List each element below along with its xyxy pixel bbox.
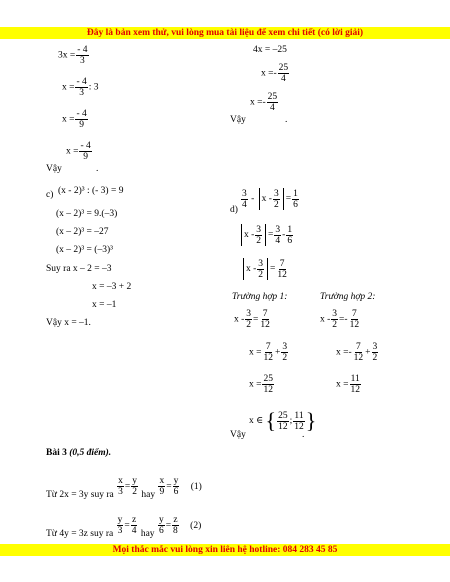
left-brace: { <box>265 408 277 433</box>
fraction <box>131 515 138 536</box>
x-minus: x - <box>261 194 272 205</box>
c-eq4: (x – 2)³ = (–3)³ <box>56 245 113 255</box>
numerator: - 4 <box>76 77 87 87</box>
numerator: 3 <box>258 258 264 269</box>
vay-left: Vậy <box>46 164 62 174</box>
fraction <box>75 77 87 98</box>
fraction <box>286 225 293 246</box>
numerator: - 4 <box>76 109 87 119</box>
denominator: 2 <box>332 320 338 330</box>
numerator: x <box>159 476 165 486</box>
denominator: 4 <box>242 199 247 210</box>
numerator: 3 <box>332 309 338 319</box>
equals: = <box>270 264 276 275</box>
equals: = <box>253 314 259 325</box>
numerator: y <box>132 476 137 486</box>
dot: . <box>285 115 288 125</box>
numerator: 7 <box>279 258 285 269</box>
eq-x-25-4 <box>261 63 290 84</box>
equals: = <box>268 230 274 241</box>
fraction <box>172 515 179 536</box>
equals: = <box>166 481 172 492</box>
numerator: - 4 <box>80 141 91 151</box>
denominator: 2 <box>132 487 137 497</box>
fraction <box>117 476 124 497</box>
denominator: 3 <box>79 88 84 98</box>
numerator: 3 <box>275 224 281 235</box>
fraction <box>131 476 138 497</box>
denominator: 12 <box>294 421 304 432</box>
c-eq8: Vậy x = –1. <box>46 318 91 328</box>
denominator: 12 <box>278 421 288 432</box>
eq-lhs: x =- <box>250 97 266 108</box>
numerator: 1 <box>293 188 298 199</box>
denominator: 2 <box>273 199 279 210</box>
numerator: 11 <box>294 410 304 421</box>
case1-row1 <box>234 309 272 330</box>
numerator: z <box>131 515 137 525</box>
x-minus: x - <box>320 314 331 325</box>
case2-row1 <box>320 309 361 330</box>
fraction <box>277 411 289 432</box>
fraction <box>79 141 91 162</box>
abs-bar <box>259 188 260 210</box>
fraction <box>259 309 271 330</box>
numerator: 7 <box>265 342 271 352</box>
denominator: 2 <box>256 235 262 246</box>
fraction <box>117 515 124 536</box>
bai3-row1 <box>46 476 202 500</box>
eq-lhs: 3x = <box>58 50 76 61</box>
c-eq2: (x – 2)³ = 9.(–3) <box>56 209 118 219</box>
numerator: 3 <box>242 188 247 199</box>
fraction <box>158 515 165 536</box>
denominator: 3 <box>80 56 85 66</box>
part-d-label: d) <box>230 205 238 215</box>
denominator: 12 <box>263 385 273 395</box>
equals: = <box>124 481 131 492</box>
numerator: 25 <box>278 63 289 73</box>
plus: + <box>274 347 281 358</box>
abs-bar <box>243 258 244 280</box>
equals: = <box>124 520 130 531</box>
fraction <box>241 189 248 210</box>
solution-set <box>249 410 316 432</box>
fraction <box>262 374 274 395</box>
numerator: y <box>117 515 123 525</box>
row-prefix: Từ 2x = 3y suy ra <box>46 489 114 500</box>
denominator: 8 <box>173 526 178 536</box>
c-eq7: x = –1 <box>92 300 117 310</box>
numerator: 3 <box>273 188 279 199</box>
denominator: 4 <box>270 103 275 113</box>
bai3-title: Bài 3 <box>46 448 67 458</box>
numerator: 3 <box>282 342 288 352</box>
right-brace: } <box>305 408 317 433</box>
fraction <box>267 92 279 113</box>
fraction <box>257 259 264 280</box>
fraction <box>293 411 305 432</box>
denominator: 3 <box>117 526 123 536</box>
case1-label: Trường hợp 1: <box>232 292 288 302</box>
abs-bar <box>265 224 266 246</box>
equation-tag: (1) <box>190 481 202 492</box>
case2-label: Trường hợp 2: <box>320 292 376 302</box>
d-row2 <box>239 224 294 246</box>
fraction <box>262 342 274 363</box>
eq-x-25-4-final <box>250 92 279 113</box>
x-equals: x = <box>249 379 262 390</box>
denominator: 4 <box>275 235 281 246</box>
fraction <box>278 63 290 84</box>
eq-lhs: x = <box>66 146 79 157</box>
denominator: 6 <box>287 235 293 246</box>
numerator: 25 <box>267 92 278 102</box>
fraction <box>353 342 365 363</box>
dot: . <box>96 164 99 174</box>
fraction <box>372 342 379 363</box>
dot: . <box>302 430 305 440</box>
vay-right: Vậy <box>230 115 246 125</box>
fraction <box>173 476 180 497</box>
abs-bar <box>283 188 284 210</box>
d-row3 <box>241 258 289 280</box>
equals: = <box>165 520 172 531</box>
denominator: 12 <box>260 320 270 330</box>
x-minus: x - <box>246 264 257 275</box>
vay-d: Vậy <box>230 430 246 440</box>
fraction <box>76 45 88 66</box>
numerator: 3 <box>256 224 262 235</box>
fraction <box>255 225 262 246</box>
hay: hay <box>140 528 155 539</box>
eq-x-4-9 <box>62 109 89 130</box>
numerator: 11 <box>350 374 360 384</box>
footer-banner: Mọi thắc mắc vui lòng xin liên hệ hotline: 084 283 45 85 <box>0 544 450 556</box>
fraction <box>349 374 361 395</box>
denominator: 12 <box>350 385 360 395</box>
denominator: 4 <box>131 526 137 536</box>
c-eq3: (x – 2)³ = –27 <box>56 227 109 237</box>
plus: + <box>365 347 371 358</box>
fraction <box>276 259 288 280</box>
minus: - <box>251 194 255 205</box>
fraction <box>273 189 280 210</box>
numerator: z <box>173 515 178 525</box>
denominator: 2 <box>372 353 378 363</box>
part-c-label: c) <box>46 190 54 200</box>
eq-x-div3 <box>62 77 99 98</box>
denominator: 6 <box>158 526 164 536</box>
denominator: 4 <box>281 74 286 84</box>
equation-tag: (2) <box>190 520 202 531</box>
denominator: 3 <box>118 487 123 497</box>
numerator: 7 <box>356 342 361 352</box>
eq-lhs: x = <box>62 114 75 125</box>
numerator: 1 <box>287 224 293 235</box>
equals-minus: =- <box>339 314 348 325</box>
denominator: 12 <box>263 353 273 363</box>
abs-bar <box>267 258 268 280</box>
eq-4x: 4x = –25 <box>253 45 287 55</box>
bai3-heading <box>46 449 111 459</box>
eq-3x <box>58 45 90 66</box>
eq-x-4-9-final <box>66 141 93 162</box>
header-banner: Đây là bản xem thử, vui lòng mua tài liệu để xem chi tiết (có lời giải) <box>0 27 450 39</box>
fraction <box>274 225 281 246</box>
denominator: 9 <box>79 120 84 130</box>
abs-bar <box>241 224 242 246</box>
fraction <box>349 309 361 330</box>
x-equals: x = <box>336 379 349 390</box>
denominator: 9 <box>83 152 88 162</box>
case2-row2 <box>336 342 379 363</box>
numerator: - 4 <box>77 45 88 55</box>
bai3-row2 <box>46 515 202 539</box>
numerator: 7 <box>262 309 268 319</box>
numerator: y <box>158 515 164 525</box>
x-equals-minus: x =- <box>336 347 352 358</box>
fraction <box>158 476 165 497</box>
bai3-points: (0,5 điểm). <box>69 448 112 458</box>
hay: hay <box>141 489 156 500</box>
eq-lhs: x =- <box>261 68 277 79</box>
numerator: 7 <box>351 309 357 319</box>
denominator: 6 <box>173 487 179 497</box>
numerator: 3 <box>372 342 378 352</box>
row-prefix: Từ 4y = 3z suy ra <box>46 528 114 539</box>
x-minus: x - <box>244 230 255 241</box>
element-of: x ∈ <box>249 416 264 427</box>
denominator: 12 <box>277 269 287 280</box>
x-minus: x - <box>234 314 245 325</box>
c-eq5: Suy ra x – 2 = –3 <box>46 264 112 274</box>
denominator: 12 <box>349 320 360 330</box>
minus: - <box>282 230 286 241</box>
numerator: y <box>173 476 179 486</box>
d-row1 <box>240 188 300 210</box>
x-equals: x = <box>249 347 262 358</box>
eq-lhs: x = <box>62 82 75 93</box>
denominator: 12 <box>353 353 364 363</box>
fraction <box>281 342 288 363</box>
numerator: 3 <box>246 309 252 319</box>
separator: ; <box>289 416 293 427</box>
case2-row3 <box>336 374 362 395</box>
numerator: 25 <box>278 410 288 421</box>
denominator: 2 <box>246 320 252 330</box>
fraction <box>292 189 299 210</box>
case1-row3 <box>249 374 275 395</box>
c-eq1: (x - 2)³ : (- 3) = 9 <box>58 186 124 196</box>
denominator: 6 <box>293 199 298 210</box>
fraction <box>245 309 252 330</box>
denominator: 9 <box>159 487 165 497</box>
c-eq6: x = –3 + 2 <box>92 282 132 292</box>
case1-row2 <box>249 342 289 363</box>
equals: = <box>285 194 292 205</box>
numerator: x <box>118 476 123 486</box>
fraction <box>331 309 338 330</box>
numerator: 25 <box>263 374 273 384</box>
denominator: 2 <box>258 269 264 280</box>
eq-rest: : 3 <box>88 82 99 93</box>
fraction <box>75 109 87 130</box>
denominator: 2 <box>282 353 288 363</box>
